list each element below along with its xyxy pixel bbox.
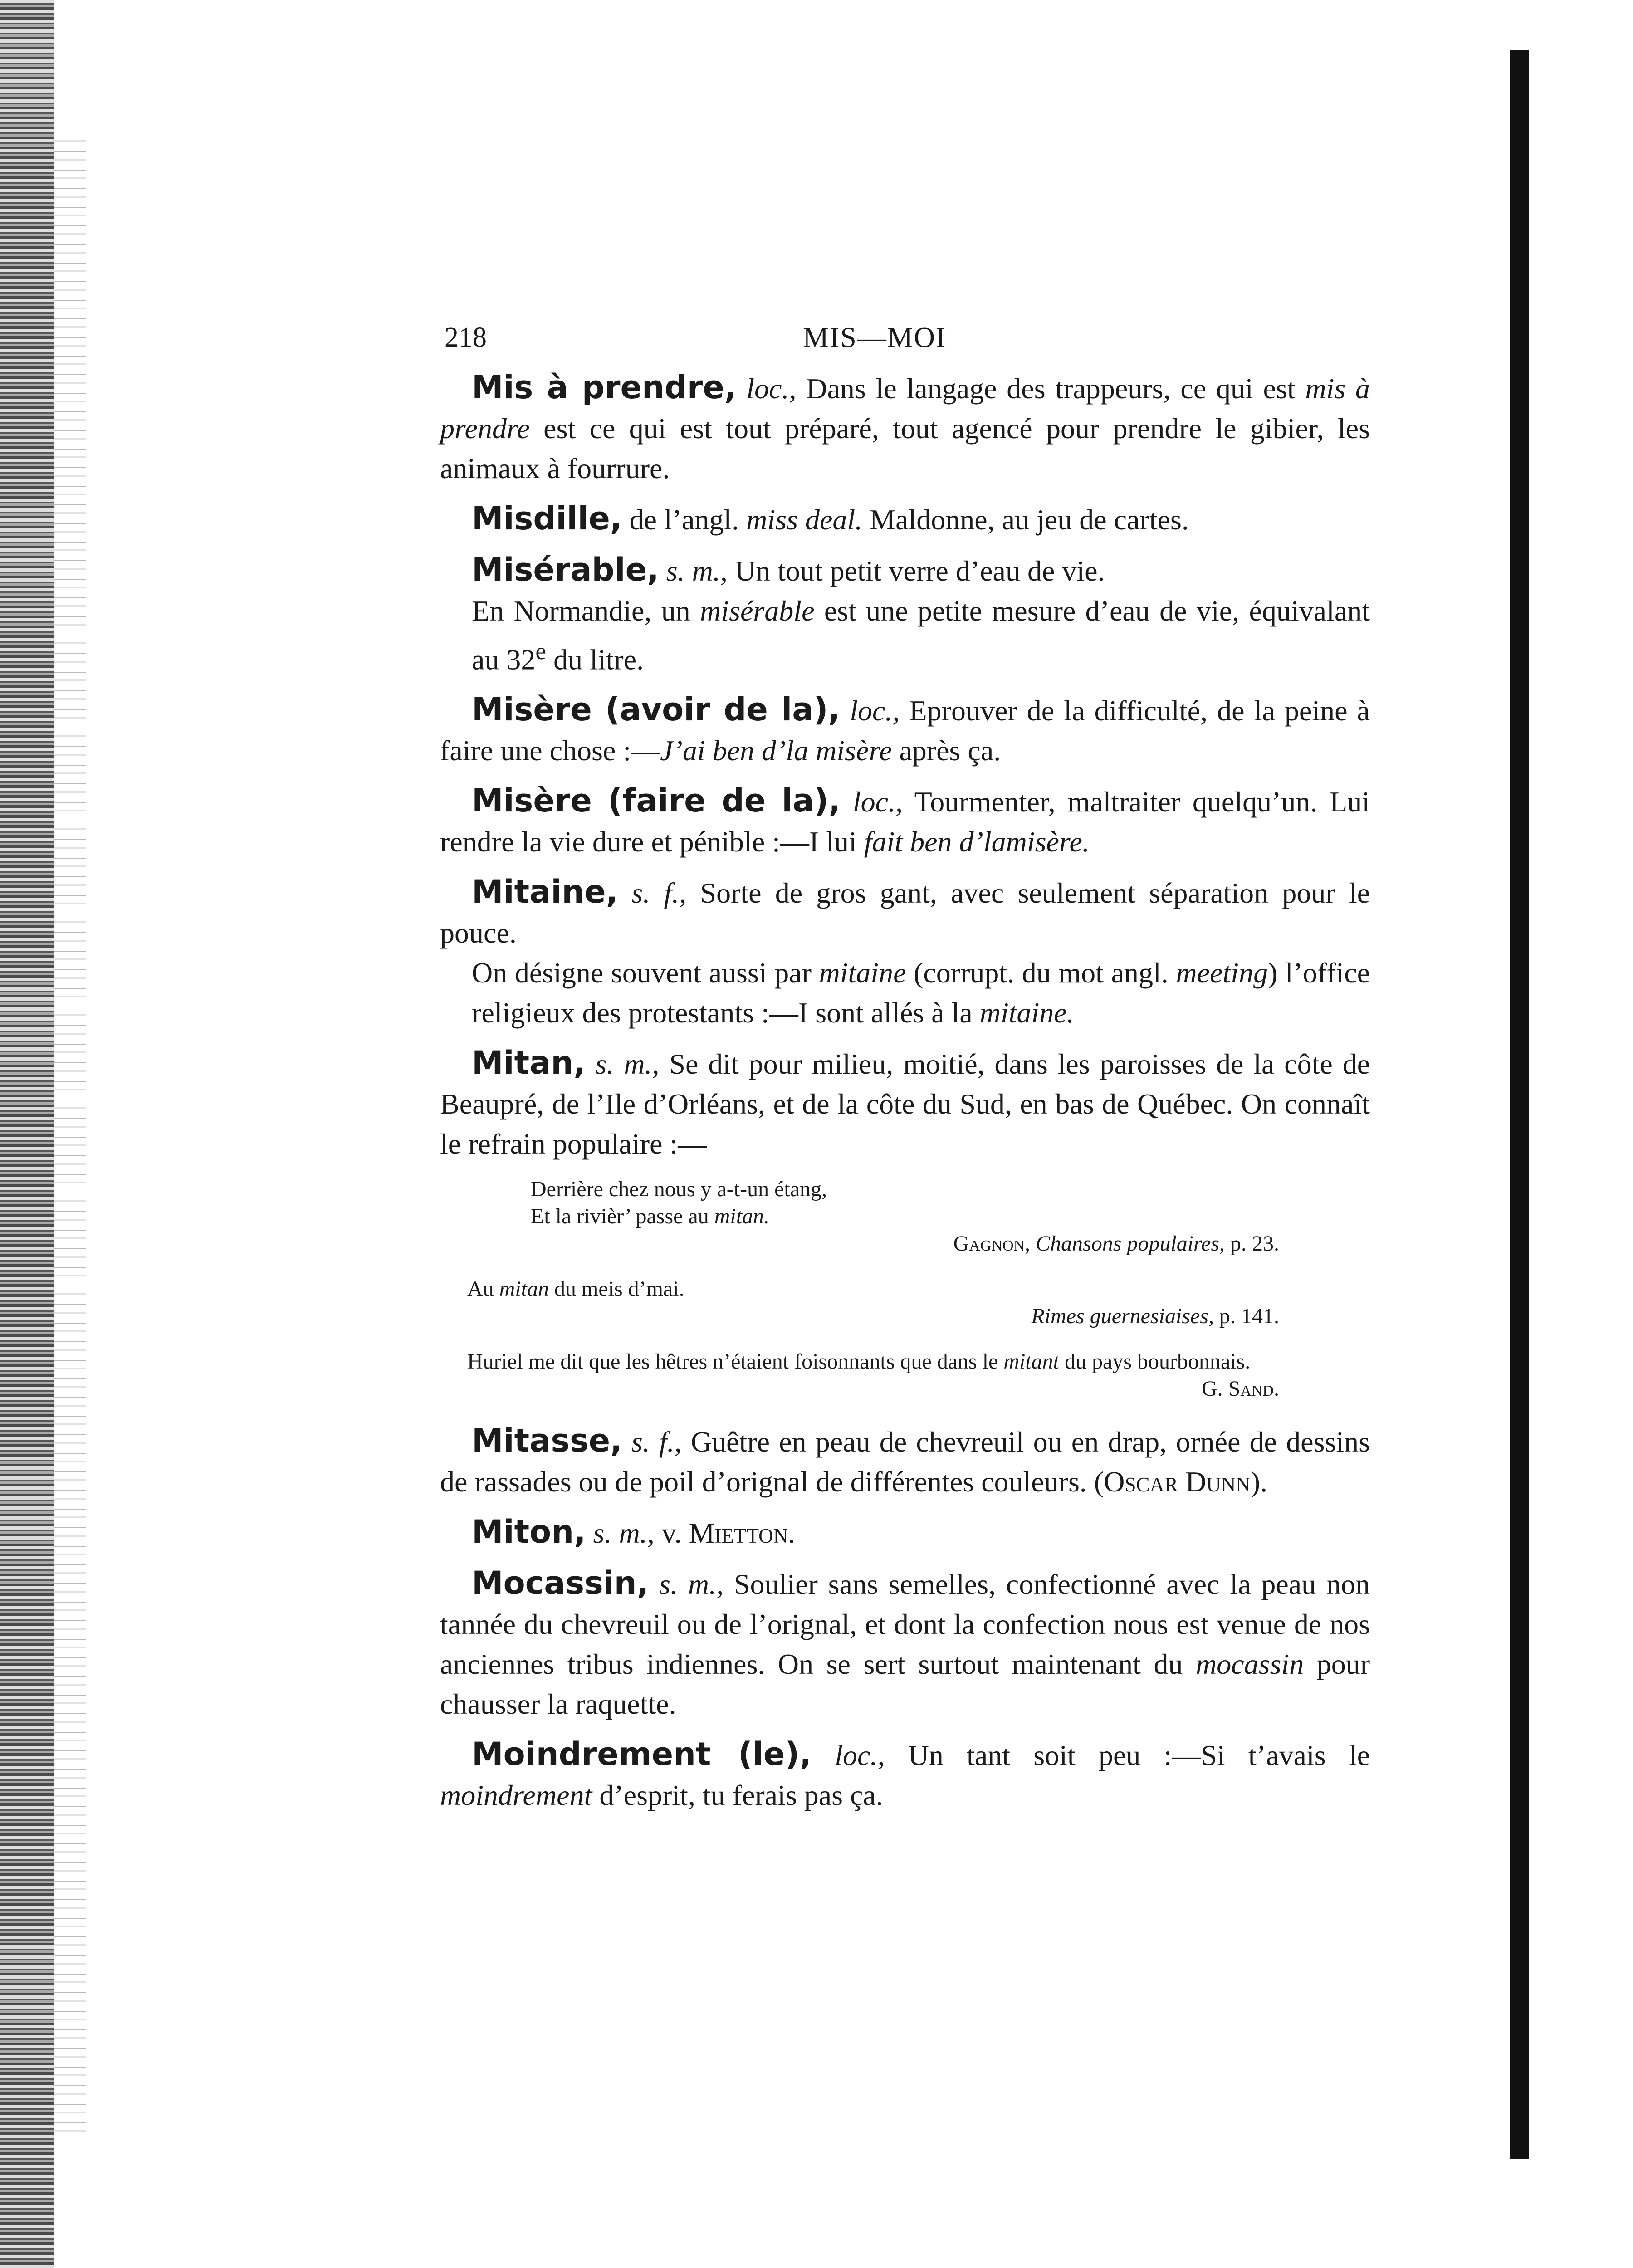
definition-text: Soulier sans semelles, confectionné avec la peau non tannée du chevreuil ou de l’orignal, et dont la confection nous est venue de nos anciennes tribus indiennes. On se sert surtout maintenant du — [440, 1568, 1370, 1681]
quote-italic: mitan — [499, 1277, 549, 1301]
headword: Miton, — [472, 1513, 586, 1551]
quote-text: du meis d’mai. — [549, 1277, 684, 1301]
grammar-label: loc., — [835, 1739, 885, 1772]
definition-text: Maldonne, au jeu de cartes. — [862, 503, 1189, 536]
entry-mocassin — [440, 1563, 1370, 1724]
grammar-label: s. m., — [595, 1048, 660, 1080]
italic-term: mis à prendre — [440, 372, 1370, 445]
definition-text: du litre. — [546, 643, 644, 676]
italic-term: miss deal. — [746, 503, 863, 536]
entry-mis-a-prendre — [440, 367, 1370, 489]
quote-italic: mitan. — [714, 1204, 770, 1229]
quote-source: G. Sand. — [1201, 1377, 1279, 1401]
italic-term: misérable — [700, 595, 815, 627]
quotations-block — [440, 1176, 1370, 1403]
quote-text: Et la rivièr’ passe au — [531, 1204, 714, 1229]
source-author: Gagnon, — [953, 1232, 1036, 1256]
definition-text: Dans le langage des trappeurs, ce qui est — [796, 372, 1305, 405]
italic-term: mitaine. — [979, 997, 1074, 1029]
entry-miserable — [440, 550, 1370, 679]
headword: Mitaine, — [472, 873, 618, 911]
headword: Mitasse, — [472, 1422, 622, 1460]
quote-text: du pays bourbonnais. — [1059, 1349, 1251, 1374]
entry-misdille — [440, 499, 1370, 540]
grammar-label: loc., — [852, 786, 903, 818]
definition-text: En Normandie, un — [472, 595, 700, 627]
quotation — [440, 1276, 1370, 1330]
definition-text: d’esprit, tu ferais pas ça. — [592, 1779, 883, 1812]
headword: Mitan, — [472, 1044, 586, 1082]
definition-continuation — [472, 953, 1370, 1033]
entry-mitan — [440, 1043, 1370, 1164]
definition-text: est une petite mesure d’eau de vie, équivalant au 32 — [472, 595, 1370, 676]
definition-continuation — [472, 591, 1370, 679]
cross-reference: Mietton — [689, 1517, 788, 1549]
quote-line — [440, 1348, 1370, 1375]
page-number: 218 — [445, 322, 487, 353]
quote-source — [440, 1230, 1370, 1257]
definition-text: Guêtre en peau de chevreuil ou en drap, ornée de dessins de rassades ou de poil d’orignal de différentes couleurs. ( — [440, 1426, 1370, 1498]
grammar-label: s. f., — [631, 1426, 682, 1458]
entry-moindrement — [440, 1734, 1370, 1815]
scan-left-edge — [0, 0, 54, 2268]
definition-text: est ce qui est tout préparé, tout agencé pour prendre le gibier, les animaux à fourrure. — [440, 412, 1370, 484]
definition-text: de l’angl. — [622, 503, 747, 536]
definition-text: Un tant soit peu :—Si t’avais le — [885, 1739, 1370, 1772]
definition-text: Eprouver de la difficulté, de la peine à faire une chose :— — [440, 694, 1370, 767]
quote-text: Huriel me dit que les hêtres n’étaient foisonnants que dans le — [467, 1349, 1004, 1374]
italic-example: J’ai ben d’la misère — [660, 734, 892, 767]
quote-text: Au — [467, 1277, 499, 1301]
headword: Misère (avoir de la), — [472, 691, 841, 728]
definition-text: Tourmenter, maltraiter quelqu’un. Lui rendre la vie dure et pénible :—I lui — [440, 786, 1370, 858]
headword: Misère (faire de la), — [472, 782, 841, 820]
headword: Misérable, — [472, 551, 659, 588]
source-page: p. 23. — [1225, 1232, 1279, 1256]
definition-text: v. — [654, 1517, 689, 1549]
source-author: Oscar Dunn — [1104, 1466, 1251, 1498]
entry-mitasse — [440, 1421, 1370, 1502]
headword: Misdille, — [472, 500, 622, 537]
italic-term: mitaine — [819, 957, 906, 989]
italic-example: fait ben d’lamisère. — [864, 826, 1090, 858]
definition-text: . — [788, 1517, 796, 1549]
scan-right-bar — [1510, 50, 1529, 2159]
entry-misere-faire — [440, 781, 1370, 862]
running-title: MIS—MOI — [803, 321, 947, 353]
quotation — [440, 1348, 1370, 1403]
grammar-label: s. m., — [659, 1568, 724, 1601]
definition-text: On désigne souvent aussi par — [472, 957, 819, 989]
quote-line: Derrière chez nous y a-t-un étang, — [531, 1177, 827, 1202]
superscript: e — [535, 637, 547, 665]
quote-italic: mitant — [1003, 1349, 1059, 1374]
definition-text: ) l’office religieux des protestants :—I sont allés à la — [472, 957, 1370, 1029]
definition-text: ). — [1250, 1466, 1268, 1498]
definition-text: Un tout petit verre d’eau de vie. — [727, 555, 1105, 587]
grammar-label: loc., — [850, 694, 900, 727]
definition-text: Se dit pour milieu, moitié, dans les paroisses de la côte de Beaupré, de l’Ile d’Orléans, et de la côte du Sud, en bas de Québec. On connaît le refrain populaire :— — [440, 1048, 1370, 1160]
source-title: Chansons populaires, — [1036, 1232, 1225, 1256]
source-title: Rimes guernesiaises, — [1031, 1304, 1214, 1329]
grammar-label: s. m., — [666, 555, 728, 587]
dictionary-page — [440, 318, 1370, 1825]
italic-term: mocassin — [1195, 1648, 1304, 1681]
headword: Moindrement (le), — [472, 1735, 812, 1773]
headword: Mis à prendre, — [472, 369, 737, 406]
page-header — [440, 318, 1370, 367]
entry-misere-avoir — [440, 689, 1370, 771]
scan-left-noise — [54, 136, 86, 2132]
definition-text: après ça. — [892, 734, 1001, 767]
definition-text: pour chausser la raquette. — [440, 1648, 1370, 1721]
italic-term: meeting — [1176, 957, 1268, 989]
definition-text: (corrupt. du mot angl. — [906, 957, 1176, 989]
grammar-label: s. m., — [593, 1517, 655, 1549]
source-page: p. 141. — [1214, 1304, 1279, 1329]
quote-line — [440, 1203, 1370, 1230]
quote-source — [440, 1303, 1370, 1330]
grammar-label: loc., — [746, 372, 797, 405]
entry-mitaine — [440, 872, 1370, 1033]
quotation — [440, 1176, 1370, 1257]
italic-term: moindrement — [440, 1779, 592, 1812]
headword: Mocassin, — [472, 1564, 649, 1602]
grammar-label: s. f., — [631, 877, 687, 909]
quote-line — [440, 1276, 1370, 1303]
definition-text: Sorte de gros gant, avec seulement séparation pour le pouce. — [440, 877, 1370, 949]
entry-miton — [440, 1512, 1370, 1553]
